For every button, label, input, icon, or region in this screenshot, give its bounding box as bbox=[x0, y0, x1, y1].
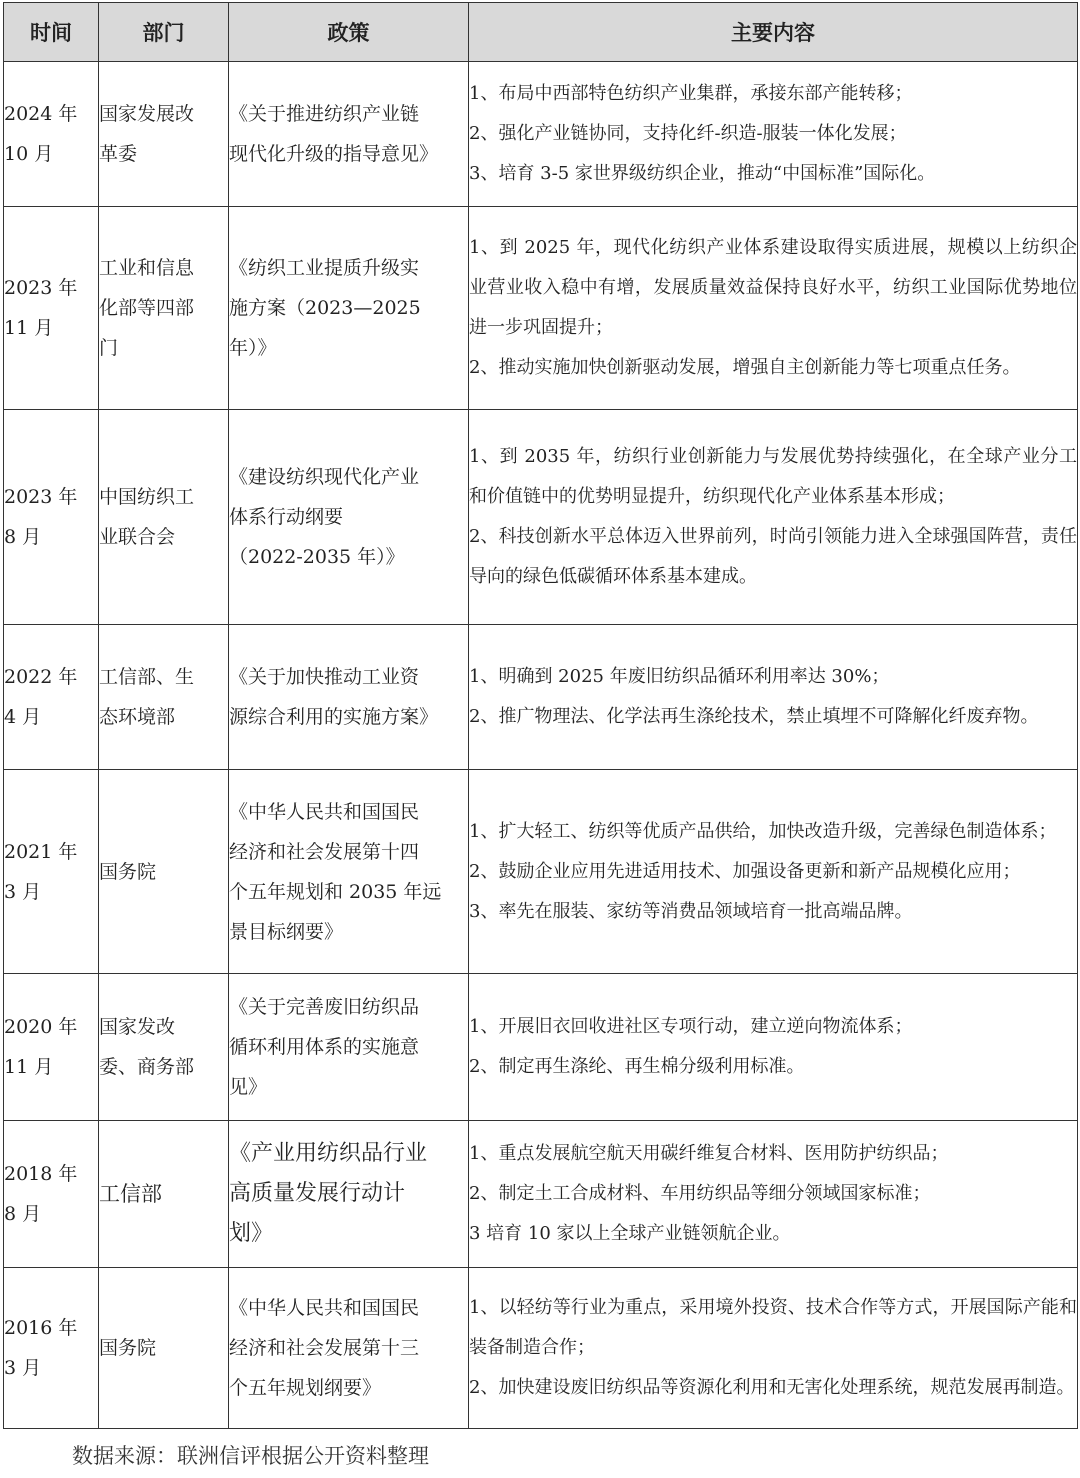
cell-policy bbox=[229, 410, 469, 625]
content-item: 2、推动实施加快创新驱动发展，增强自主创新能力等七项重点任务。 bbox=[469, 357, 1021, 378]
table-row bbox=[4, 974, 1078, 1121]
content-item: 1、明确到 2025 年废旧纺织品循环利用率达 30%； bbox=[469, 666, 890, 687]
cell-policy-text: 《关于加快推动工业资 源综合利用的实施方案》 bbox=[229, 666, 439, 728]
content-item: 2、制定土工合成材料、车用纺织品等细分领域国家标准； bbox=[469, 1183, 931, 1204]
cell-time-text: 2023 年 8 月 bbox=[4, 486, 78, 548]
header-department: 部门 bbox=[99, 3, 229, 62]
cell-time bbox=[4, 1121, 99, 1268]
content-item: 1、以轻纺等行业为重点，采用境外投资、技术合作等方式，开展国际产能和装备制造合作； bbox=[469, 1297, 1077, 1358]
content-item: 2、科技创新水平总体迈入世界前列，时尚引领能力进入全球强国阵营，责任导向的绿色低碳循环体系基本建成。 bbox=[469, 526, 1077, 587]
cell-department-text: 国家发改 委、商务部 bbox=[99, 1016, 195, 1078]
cell-department bbox=[99, 770, 229, 974]
content-item: 1、扩大轻工、纺织等优质产品供给，加快改造升级，完善绿色制造体系； bbox=[469, 820, 1057, 842]
header-time: 时间 bbox=[4, 3, 99, 62]
cell-policy bbox=[229, 974, 469, 1121]
cell-department bbox=[99, 625, 229, 770]
cell-policy-text: 《中华人民共和国国民 经济和社会发展第十四 个五年规划和 2035 年远 景目标纲要》 bbox=[229, 800, 442, 943]
content-item: 3 培育 10 家以上全球产业链领航企业。 bbox=[469, 1223, 791, 1244]
cell-department bbox=[99, 1121, 229, 1268]
cell-policy-text: 《关于推进纺织产业链 现代化升级的指导意见》 bbox=[229, 103, 439, 165]
cell-department bbox=[99, 62, 229, 207]
cell-time-text: 2023 年 11 月 bbox=[4, 277, 78, 339]
content-item: 3、培育 3-5 家世界级纺织企业，推动“中国标准”国际化。 bbox=[469, 163, 936, 184]
cell-department-text: 国务院 bbox=[99, 1337, 157, 1359]
cell-policy-text: 《中华人民共和国国民 经济和社会发展第十三 个五年规划纲要》 bbox=[229, 1297, 420, 1399]
cell-time bbox=[4, 62, 99, 207]
content-item: 1、到 2025 年，现代化纺织产业体系建设取得实质进展，规模以上纺织企业营业收入稳中有增，发展质量效益保持良好水平，纺织工业国际优势地位进一步巩固提升； bbox=[469, 237, 1077, 338]
cell-department bbox=[99, 974, 229, 1121]
content-item: 2、强化产业链协同，支持化纤-织造-服装一体化发展； bbox=[469, 123, 907, 144]
cell-time bbox=[4, 974, 99, 1121]
cell-time-text: 2016 年 3 月 bbox=[4, 1317, 78, 1379]
cell-time-text: 2020 年 11 月 bbox=[4, 1016, 78, 1078]
cell-department-text: 工信部、生 态环境部 bbox=[99, 666, 195, 728]
table-row bbox=[4, 1121, 1078, 1268]
cell-time bbox=[4, 410, 99, 625]
cell-department-text: 工业和信息 化部等四部 门 bbox=[99, 257, 195, 359]
cell-main-content bbox=[469, 1268, 1078, 1429]
header-main-content: 主要内容 bbox=[469, 3, 1078, 62]
cell-time-text: 2018 年 8 月 bbox=[4, 1163, 78, 1225]
cell-main-content bbox=[469, 625, 1078, 770]
source-note: 数据来源：联洲信评根据公开资料整理 bbox=[72, 1444, 429, 1468]
cell-policy bbox=[229, 207, 469, 410]
cell-time-text: 2021 年 3 月 bbox=[4, 840, 78, 903]
header-policy: 政策 bbox=[229, 3, 469, 62]
cell-main-content bbox=[469, 207, 1078, 410]
cell-time-text: 2024 年 10 月 bbox=[4, 103, 78, 165]
cell-department-text: 中国纺织工 业联合会 bbox=[99, 486, 195, 548]
table-header-row bbox=[4, 3, 1078, 62]
cell-department-text: 国务院 bbox=[99, 860, 157, 883]
content-item: 2、制定再生涤纶、再生棉分级利用标准。 bbox=[469, 1056, 805, 1077]
cell-policy-text: 《纺织工业提质升级实 施方案（2023—2025 年）》 bbox=[229, 257, 421, 359]
table-row bbox=[4, 1268, 1078, 1429]
content-item: 1、布局中西部特色纺织产业集群，承接东部产能转移； bbox=[469, 83, 913, 104]
cell-policy bbox=[229, 625, 469, 770]
cell-time bbox=[4, 770, 99, 974]
cell-department bbox=[99, 1268, 229, 1429]
content-item: 2、鼓励企业应用先进适用技术、加强设备更新和新产品规模化应用； bbox=[469, 860, 1021, 882]
cell-department bbox=[99, 410, 229, 625]
cell-main-content bbox=[469, 1121, 1078, 1268]
cell-policy bbox=[229, 62, 469, 207]
cell-policy-text: 《建设纺织现代化产业 体系行动纲要 （2022-2035 年）》 bbox=[229, 466, 420, 568]
cell-department-text: 国家发展改 革委 bbox=[99, 103, 195, 165]
content-item: 1、重点发展航空航天用碳纤维复合材料、医用防护纺织品； bbox=[469, 1143, 949, 1164]
cell-department bbox=[99, 207, 229, 410]
table-row bbox=[4, 770, 1078, 974]
cell-policy bbox=[229, 1268, 469, 1429]
content-item: 3、率先在服装、家纺等消费品领域培育一批高端品牌。 bbox=[469, 900, 913, 922]
cell-policy-text: 《产业用纺织品行业 高质量发展行动计 划》 bbox=[229, 1141, 428, 1246]
cell-policy-text: 《关于完善废旧纺织品 循环利用体系的实施意 见》 bbox=[229, 996, 420, 1098]
cell-policy bbox=[229, 1121, 469, 1268]
cell-time bbox=[4, 207, 99, 410]
table-row bbox=[4, 410, 1078, 625]
cell-policy bbox=[229, 770, 469, 974]
cell-main-content bbox=[469, 62, 1078, 207]
content-item: 2、推广物理法、化学法再生涤纶技术，禁止填埋不可降解化纤废弃物。 bbox=[469, 706, 1039, 727]
table-row bbox=[4, 62, 1078, 207]
policy-table bbox=[3, 2, 1078, 1429]
cell-time bbox=[4, 625, 99, 770]
cell-department-text: 工信部 bbox=[99, 1182, 162, 1206]
table-row bbox=[4, 207, 1078, 410]
content-item: 1、到 2035 年，纺织行业创新能力与发展优势持续强化，在全球产业分工和价值链中的优势明显提升，纺织现代化产业体系基本形成； bbox=[469, 446, 1077, 507]
cell-main-content bbox=[469, 410, 1078, 625]
cell-time-text: 2022 年 4 月 bbox=[4, 666, 78, 728]
cell-main-content bbox=[469, 770, 1078, 974]
cell-main-content bbox=[469, 974, 1078, 1121]
content-item: 2、加快建设废旧纺织品等资源化利用和无害化处理系统，规范发展再制造。 bbox=[469, 1377, 1075, 1398]
cell-time bbox=[4, 1268, 99, 1429]
content-item: 1、开展旧衣回收进社区专项行动，建立逆向物流体系； bbox=[469, 1016, 913, 1037]
table-row bbox=[4, 625, 1078, 770]
table-body bbox=[4, 62, 1078, 1429]
